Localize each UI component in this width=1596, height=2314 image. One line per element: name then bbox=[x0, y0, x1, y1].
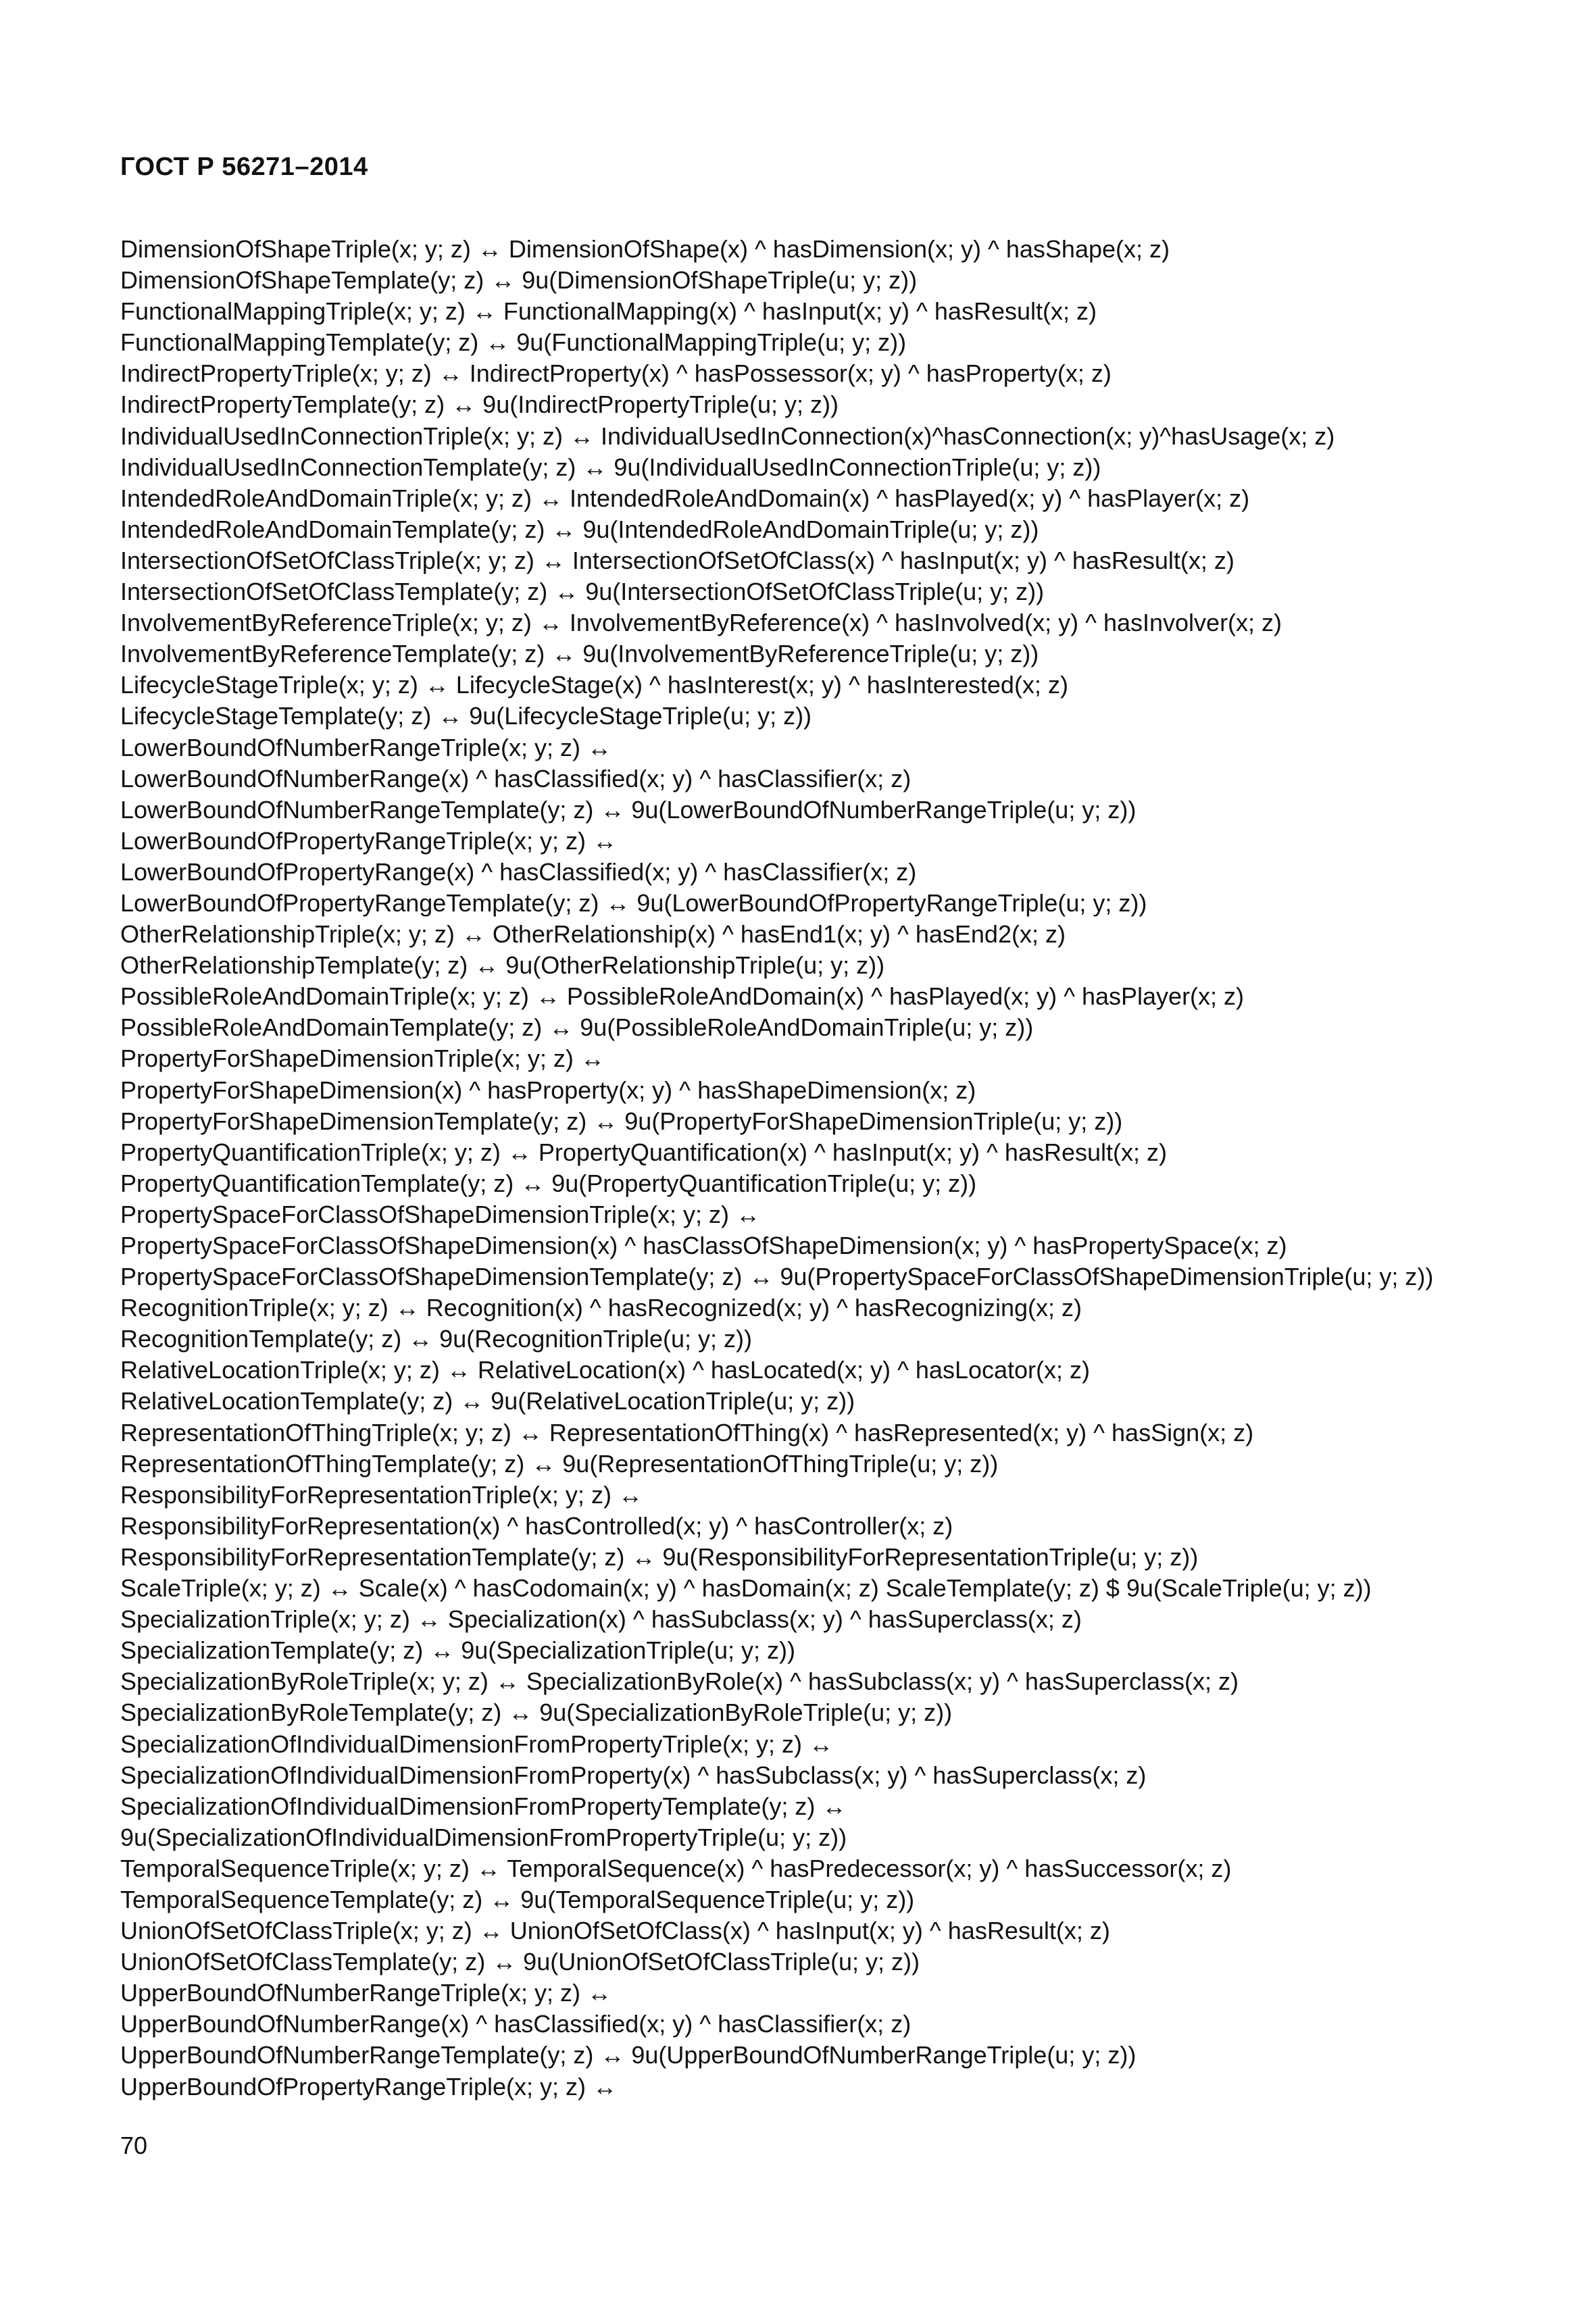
formula-line: PropertyForShapeDimensionTemplate(y; z) ↔ 9u(PropertyForShapeDimensionTriple(u; y; z)) bbox=[120, 1107, 1123, 1135]
formula-line: SpecializationOfIndividualDimensionFromPropertyTemplate(y; z) ↔ bbox=[120, 1792, 847, 1820]
formula-line: OtherRelationshipTemplate(y; z) ↔ 9u(OtherRelationshipTriple(u; y; z)) bbox=[120, 951, 885, 980]
formula-line: PropertyQuantificationTriple(x; y; z) ↔ PropertyQuantification(x) ^ hasInput(x; y) ^ hasResult(x; z) bbox=[120, 1138, 1167, 1166]
formula-line: RelativeLocationTemplate(y; z) ↔ 9u(RelativeLocationTriple(u; y; z)) bbox=[120, 1387, 855, 1415]
formula-line: 9u(SpecializationOfIndividualDimensionFromPropertyTriple(u; y; z)) bbox=[120, 1823, 847, 1851]
formula-line: IndirectPropertyTemplate(y; z) ↔ 9u(IndirectPropertyTriple(u; y; z)) bbox=[120, 391, 839, 419]
formula-line: PossibleRoleAndDomainTriple(x; y; z) ↔ PossibleRoleAndDomain(x) ^ hasPlayed(x; y) ^ hasPlayer(x; z) bbox=[120, 982, 1245, 1011]
formula-line: PropertySpaceForClassOfShapeDimension(x) ^ hasClassOfShapeDimension(x; y) ^ hasPropertySpace(x; z) bbox=[120, 1232, 1287, 1259]
formula-list bbox=[120, 234, 1553, 2103]
formula-line: PropertySpaceForClassOfShapeDimensionTriple(x; y; z) ↔ bbox=[120, 1200, 760, 1228]
formula-line: LowerBoundOfNumberRangeTemplate(y; z) ↔ 9u(LowerBoundOfNumberRangeTriple(u; y; z)) bbox=[120, 795, 1137, 824]
formula-line: TemporalSequenceTemplate(y; z) ↔ 9u(TemporalSequenceTriple(u; y; z)) bbox=[120, 1885, 915, 1913]
formula-line: LowerBoundOfPropertyRangeTriple(x; y; z) ↔ bbox=[120, 826, 617, 855]
formula-line: IntersectionOfSetOfClassTemplate(y; z) ↔ 9u(IntersectionOfSetOfClassTriple(u; y; z)) bbox=[120, 578, 1045, 606]
formula-line: LowerBoundOfNumberRangeTriple(x; y; z) ↔ bbox=[120, 733, 612, 761]
formula-line: LifecycleStageTriple(x; y; z) ↔ LifecycleStage(x) ^ hasInterest(x; y) ^ hasInterested(x; z) bbox=[120, 671, 1068, 699]
formula-line: IndividualUsedInConnectionTemplate(y; z) ↔ 9u(IndividualUsedInConnectionTriple(u; y; z)) bbox=[120, 453, 1101, 481]
formula-line: RecognitionTemplate(y; z) ↔ 9u(RecognitionTriple(u; y; z)) bbox=[120, 1325, 753, 1353]
formula-line: PropertySpaceForClassOfShapeDimensionTemplate(y; z) ↔ 9u(PropertySpaceForClassOfShapeDimensionTriple(u; y; z)) bbox=[120, 1263, 1434, 1291]
formula-line: PropertyForShapeDimensionTriple(x; y; z) ↔ bbox=[120, 1045, 605, 1073]
formula-line: IndividualUsedInConnectionTriple(x; y; z) ↔ IndividualUsedInConnection(x)^hasConnection(x; y)^hasUsage(x; z) bbox=[120, 422, 1335, 450]
formula-line: SpecializationTriple(x; y; z) ↔ Specialization(x) ^ hasSubclass(x; y) ^ hasSuperclass(x; z) bbox=[120, 1605, 1082, 1634]
document-standard-id: ГОСТ Р 56271–2014 bbox=[120, 153, 368, 181]
formula-line: InvolvementByReferenceTemplate(y; z) ↔ 9u(InvolvementByReferenceTriple(u; y; z)) bbox=[120, 640, 1039, 668]
formula-line: TemporalSequenceTriple(x; y; z) ↔ TemporalSequence(x) ^ hasPredecessor(x; y) ^ hasSuccessor(x; z) bbox=[120, 1854, 1232, 1882]
formula-line: LifecycleStageTemplate(y; z) ↔ 9u(LifecycleStageTriple(u; y; z)) bbox=[120, 702, 812, 730]
formula-line: UnionOfSetOfClassTriple(x; y; z) ↔ UnionOfSetOfClass(x) ^ hasInput(x; y) ^ hasResult(x; z) bbox=[120, 1917, 1110, 1945]
page-number: 70 bbox=[120, 2132, 148, 2159]
formula-line: PossibleRoleAndDomainTemplate(y; z) ↔ 9u(PossibleRoleAndDomainTriple(u; y; z)) bbox=[120, 1013, 1034, 1042]
formula-line: LowerBoundOfPropertyRange(x) ^ hasClassified(x; y) ^ hasClassifier(x; z) bbox=[120, 857, 917, 886]
formula-line: FunctionalMappingTemplate(y; z) ↔ 9u(FunctionalMappingTriple(u; y; z)) bbox=[120, 328, 907, 357]
formula-line: RecognitionTriple(x; y; z) ↔ Recognition(x) ^ hasRecognized(x; y) ^ hasRecognizing(x; z) bbox=[120, 1294, 1082, 1322]
formula-line: PropertyQuantificationTemplate(y; z) ↔ 9u(PropertyQuantificationTriple(u; y; z)) bbox=[120, 1169, 977, 1197]
formula-line: IntersectionOfSetOfClassTriple(x; y; z) ↔ IntersectionOfSetOfClass(x) ^ hasInput(x; y) ^ hasResult(x; z) bbox=[120, 546, 1235, 574]
formula-line: ResponsibilityForRepresentation(x) ^ hasControlled(x; y) ^ hasController(x; z) bbox=[120, 1511, 953, 1540]
formula-line: UpperBoundOfNumberRangeTemplate(y; z) ↔ 9u(UpperBoundOfNumberRangeTriple(u; y; z)) bbox=[120, 2041, 1137, 2069]
formula-line: RepresentationOfThingTemplate(y; z) ↔ 9u(RepresentationOfThingTriple(u; y; z)) bbox=[120, 1449, 999, 1478]
formula-line: UpperBoundOfPropertyRangeTriple(x; y; z) ↔ bbox=[120, 2072, 617, 2101]
formula-line: UnionOfSetOfClassTemplate(y; z) ↔ 9u(UnionOfSetOfClassTriple(u; y; z)) bbox=[120, 1948, 920, 1976]
formula-line: PropertyForShapeDimension(x) ^ hasProperty(x; y) ^ hasShapeDimension(x; z) bbox=[120, 1076, 976, 1104]
formula-line: IndirectPropertyTriple(x; y; z) ↔ IndirectProperty(x) ^ hasPossessor(x; y) ^ hasProperty(x; z) bbox=[120, 359, 1112, 388]
formula-line: LowerBoundOfPropertyRangeTemplate(y; z) ↔ 9u(LowerBoundOfPropertyRangeTriple(u; y; z)) bbox=[120, 888, 1147, 917]
formula-line: ResponsibilityForRepresentationTemplate(y; z) ↔ 9u(ResponsibilityForRepresentationTriple(u; y; z)) bbox=[120, 1542, 1199, 1571]
formula-line: UpperBoundOfNumberRangeTriple(x; y; z) ↔ bbox=[120, 1979, 612, 2007]
formula-line: UpperBoundOfNumberRange(x) ^ hasClassified(x; y) ^ hasClassifier(x; z) bbox=[120, 2010, 912, 2038]
formula-line: SpecializationOfIndividualDimensionFromPropertyTriple(x; y; z) ↔ bbox=[120, 1730, 834, 1758]
formula-line: SpecializationOfIndividualDimensionFromProperty(x) ^ hasSubclass(x; y) ^ hasSuperclass(x; z) bbox=[120, 1761, 1147, 1789]
formula-line: LowerBoundOfNumberRange(x) ^ hasClassified(x; y) ^ hasClassifier(x; z) bbox=[120, 764, 912, 793]
formula-line: InvolvementByReferenceTriple(x; y; z) ↔ InvolvementByReference(x) ^ hasInvolved(x; y) ^ hasInvolver(x; z) bbox=[120, 609, 1282, 637]
formula-line: ResponsibilityForRepresentationTriple(x; y; z) ↔ bbox=[120, 1480, 643, 1509]
formula-line: IntendedRoleAndDomainTriple(x; y; z) ↔ IntendedRoleAndDomain(x) ^ hasPlayed(x; y) ^ hasPlayer(x; z) bbox=[120, 484, 1250, 512]
formula-line: FunctionalMappingTriple(x; y; z) ↔ FunctionalMapping(x) ^ hasInput(x; y) ^ hasResult(x; z) bbox=[120, 297, 1097, 326]
formula-line: RelativeLocationTriple(x; y; z) ↔ RelativeLocation(x) ^ hasLocated(x; y) ^ hasLocator(x; z) bbox=[120, 1356, 1091, 1384]
formula-line: DimensionOfShapeTriple(x; y; z) ↔ DimensionOfShape(x) ^ hasDimension(x; y) ^ hasShape(x; z) bbox=[120, 235, 1170, 263]
formula-line: SpecializationByRoleTemplate(y; z) ↔ 9u(SpecializationByRoleTriple(u; y; z)) bbox=[120, 1699, 953, 1727]
formula-line: RepresentationOfThingTriple(x; y; z) ↔ RepresentationOfThing(x) ^ hasRepresented(x; y) ^ hasSign(x; z) bbox=[120, 1418, 1254, 1447]
formula-line: SpecializationTemplate(y; z) ↔ 9u(SpecializationTriple(u; y; z)) bbox=[120, 1636, 796, 1665]
formula-line: ScaleTriple(x; y; z) ↔ Scale(x) ^ hasCodomain(x; y) ^ hasDomain(x; z) ScaleTemplate(y; z) $ 9u(ScaleTriple(u; y; z)) bbox=[120, 1574, 1372, 1603]
formula-line: OtherRelationshipTriple(x; y; z) ↔ OtherRelationship(x) ^ hasEnd1(x; y) ^ hasEnd2(x; z) bbox=[120, 920, 1066, 949]
formula-line: DimensionOfShapeTemplate(y; z) ↔ 9u(DimensionOfShapeTriple(u; y; z)) bbox=[120, 266, 918, 295]
formula-line: SpecializationByRoleTriple(x; y; z) ↔ SpecializationByRole(x) ^ hasSubclass(x; y) ^ hasSuperclass(x; z) bbox=[120, 1667, 1239, 1696]
formula-line: IntendedRoleAndDomainTemplate(y; z) ↔ 9u(IntendedRoleAndDomainTriple(u; y; z)) bbox=[120, 515, 1039, 543]
